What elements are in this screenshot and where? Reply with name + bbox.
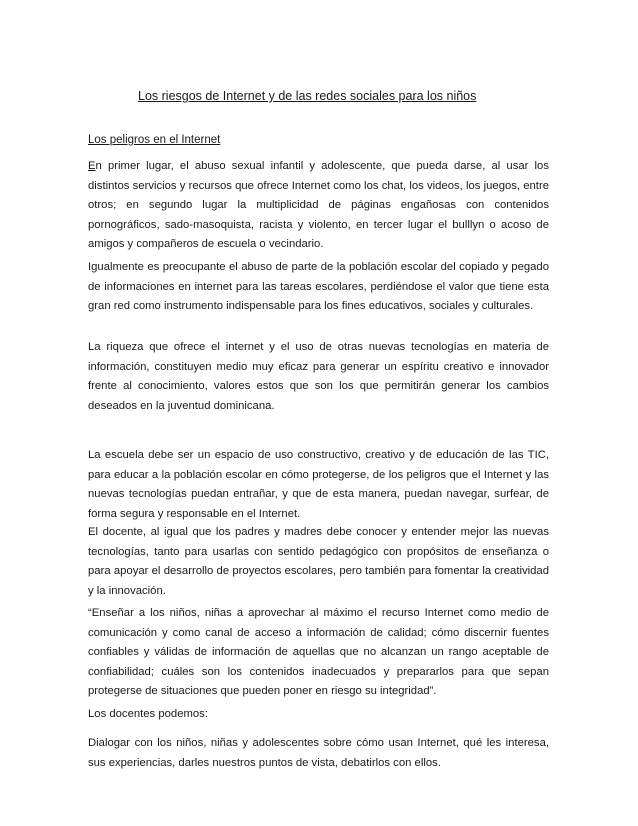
paragraph-6: “Enseñar a los niños, niñas a aprovechar al máximo el recurso Internet como medio de comunicación y como canal de acceso a información de calidad; cómo discernir fuentes confiables y válidas de información de aquellas que no alcanzan un rango aceptable de confiabilidad; cuáles son los contenidos inadecuados y prepararlos para que sepan protegerse de situaciones que pueden poner en riesgo su integridad”. (88, 607, 549, 697)
paragraph-7: Los docentes podemos: (88, 708, 208, 720)
section-heading: Los peligros en el Internet (88, 134, 221, 146)
paragraph-4: La escuela debe ser un espacio de uso constructivo, creativo y de educación de las TIC, para educar a la población escolar en cómo protegerse, de los peligros que el Internet y las nuevas tecnologías puedan entrañar, y que de esta manera, puedan navegar, surfear, de forma segura y responsable en el Internet. (88, 449, 549, 520)
paragraph-8: Dialogar con los niños, niñas y adolescentes sobre cómo usan Internet, qué les interesa, sus experiencias, darles nuestros puntos de vista, debatirlos con ellos. (88, 737, 549, 769)
paragraph-3: La riqueza que ofrece el internet y el uso de otras nuevas tecnologías en materia de información, constituyen medio muy eficaz para generar un espíritu creativo e innovador frente al conocimiento, valores estos que son los que permitirán generar los cambios deseados en la juventud dominicana. (88, 341, 549, 412)
paragraph-5: El docente, al igual que los padres y madres debe conocer y entender mejor las nuevas tecnologías, tanto para usarlas con sentido pedagógico con propósitos de enseñanza o para apoyar el desarrollo de proyectos escolares, pero también para fomentar la creatividad y la innovación. (88, 526, 549, 597)
paragraph-1: En primer lugar, el abuso sexual infantil y adolescente, que pueda darse, al usar los distintos servicios y recursos que ofrece Internet como los chat, los videos, los juegos, entre otros; en segundo lugar la multiplicidad de páginas engañosas con contenidos pornográficos, sado-masoquista, racista y violento, en tercer lugar el bulllyn o acoso de amigos y compañeros de escuela o vecindario. (88, 160, 549, 250)
document-title: Los riesgos de Internet y de las redes sociales para los niños (138, 89, 477, 103)
paragraph-2: Igualmente es preocupante el abuso de parte de la población escolar del copiado y pegado de informaciones en internet para las tareas escolares, perdiéndose el valor que tiene esta gran red como instrumento indispensable para los fines educativos, sociales y culturales. (88, 261, 549, 312)
